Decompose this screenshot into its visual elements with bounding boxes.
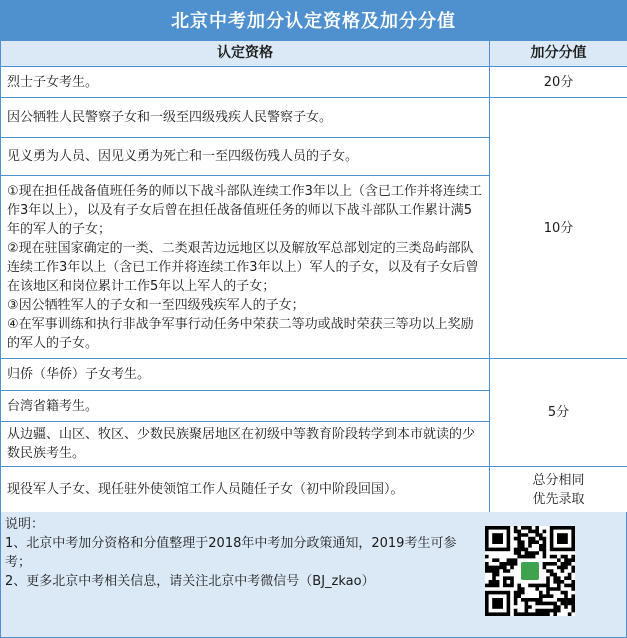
qualification-cell: 烈士子女考生。 — [1, 67, 490, 98]
qualification-cell: 从边疆、山区、牧区、少数民族聚居地区在初级中等教育阶段转学到本市就读的少数民族考生。 — [1, 422, 490, 467]
qualification-cell: 因公牺牲人民警察子女和一级至四级残疾人民警察子女。 — [1, 98, 490, 138]
header-points: 加分分值 — [490, 41, 627, 67]
points-cell: 10分 — [490, 98, 627, 359]
qr-logo — [519, 560, 541, 582]
qr-finder-pattern — [485, 526, 510, 551]
qualification-cell: 现役军人子女、现任驻外使领馆工作人员随任子女（初中阶段回国）。 — [1, 467, 490, 513]
table-row — [1, 67, 627, 98]
header-qualification: 认定资格 — [1, 41, 490, 67]
policy-table — [0, 40, 627, 513]
qr-code-graphic — [485, 526, 575, 616]
qr-code — [485, 526, 575, 616]
qualification-cell: 台湾省籍考生。 — [1, 391, 490, 422]
points-cell: 20分 — [490, 67, 627, 98]
qr-finder-pattern — [550, 526, 575, 551]
qualification-cell: 见义勇为人员、因见义勇为死亡和一至四级伤残人员的子女。 — [1, 138, 490, 176]
note-text: 说明： 1、北京中考加分资格和分值整理于2018年中考加分政策通知，2019考生可参考； 2、更多北京中考相关信息，请关注北京中考微信号（BJ_zkao） — [5, 517, 457, 589]
table-header-row — [1, 41, 627, 67]
points-cell: 总分相同 优先录取 — [490, 467, 627, 513]
table-row — [1, 359, 627, 391]
page-title: 北京中考加分认定资格及加分分值 — [0, 0, 627, 40]
qualification-cell: 归侨（华侨）子女考生。 — [1, 359, 490, 391]
qr-finder-pattern — [485, 591, 510, 616]
qualification-cell: ①现在担任战备值班任务的师以下战斗部队连续工作3年以上（含已工作并将连续工作3年以上），以及有子女后曾在担任战备值班任务的师以下战斗部队工作累计满5年的军人的子女； ②现在驻国家确定的一类、二类艰苦边远地区以及解放军总部划定的三类岛屿部队连续工作3年以上（含已工作并将连续工作3年以上）军人的子女，以及有子女后曾在该地区和岗位累计工作5年以上军人的子女； ③因公牺牲军人的子女和一至四级残疾军人的子女； ④在军事训练和执行非战争军事行动任务中荣获二等功或战时荣获三等功以上奖励的军人的子女。 — [1, 176, 490, 359]
table-row — [1, 467, 627, 513]
table-row — [1, 98, 627, 138]
points-cell: 5分 — [490, 359, 627, 467]
note-box — [0, 512, 627, 638]
